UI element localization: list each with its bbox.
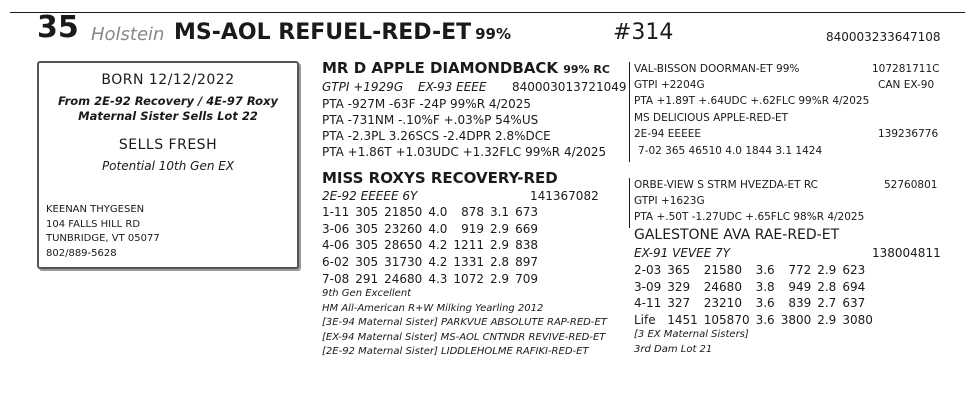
table-row [634,262,879,279]
consignor-address [46,203,160,261]
record-days: 291 [355,271,379,286]
record-days: 329 [667,279,691,294]
potential-gen: Potential 10th Gen EX [101,159,235,173]
sire-classification: EX-93 EEEE [418,80,487,94]
dam-dam-class: EX-91 VEVEE 7Y [634,246,731,260]
table-row [322,270,544,287]
sire-registration: 840003013721049 [512,80,627,94]
record-fat: 878 [461,205,484,220]
animal-name [174,20,511,45]
info-box [37,61,299,269]
record-age: 7-08 [322,271,350,286]
dam-note: HM All-American R+W Milking Yearling 2012 [322,302,544,314]
record-milk: 24680 [384,271,423,286]
record-age: 4-06 [322,238,350,253]
record-age: 6-02 [322,255,350,270]
record-fat: 3800 [780,313,812,328]
record-protein-pct: 3.1 [489,205,510,220]
record-fat: 839 [788,296,812,311]
record-fat-pct: 3.6 [755,313,775,328]
record-age: 3-09 [634,279,662,294]
record-age: 2-03 [634,263,662,278]
record-fat: 772 [788,263,812,278]
dam-dam-notes [634,328,749,357]
record-fat-pct: 3.6 [755,296,775,311]
record-protein: 637 [842,296,866,311]
top-rule [10,12,965,13]
record-fat: 1331 [453,255,484,270]
record-protein: 673 [515,205,538,220]
dam-note: [2E-92 Maternal Sister] LIDDLEHOLME RAFIKI-RED-ET [322,346,589,357]
record-protein-pct: 2.9 [489,221,510,236]
record-days: 1451 [667,313,698,328]
table-row [322,204,544,221]
sire-sire-gtpi: GTPI +2204G [634,79,705,91]
dam-notes [322,287,607,360]
born-date: BORN 12/12/2022 [101,72,235,88]
animal-name-text: MS-AOL REFUEL-RED-ET [174,20,472,45]
record-protein: 838 [515,238,538,253]
record-days: 365 [667,263,691,278]
record-protein: 897 [515,255,538,270]
table-row [634,295,879,312]
dam-dam-reg: 138004811 [872,246,941,260]
consignor-street: 104 FALLS HILL RD [46,218,141,230]
record-age: 3-06 [322,221,350,236]
dam-dam-name: GALESTONE AVA RAE-RED-ET [634,227,840,243]
sire-sire-pta: PTA +1.89T +.64UDC +.62FLC 99%R 4/2025 [634,95,870,107]
breed: Holstein [91,24,165,45]
record-days: 305 [355,238,379,253]
record-fat-pct: 4.0 [428,221,448,236]
consignor-phone: 802/889-5628 [46,247,117,259]
record-fat: 919 [461,221,484,236]
record-protein: 709 [515,271,538,286]
record-protein-pct: 2.8 [489,255,510,270]
record-fat: 949 [788,279,812,294]
record-milk: 23260 [384,221,423,236]
record-age: 4-11 [634,296,662,311]
dam-sire-reg: 52760801 [884,179,938,191]
lot-number: 35 [37,10,79,45]
record-milk: 28650 [384,238,423,253]
sire-pta-line: PTA +1.86T +1.03UDC +1.32FLC 99%R 4/2025 [322,145,607,159]
record-fat-pct: 4.2 [428,255,448,270]
dam-dam-note: [3 EX Maternal Sisters] [634,329,749,340]
sire-dam-name: MS DELICIOUS APPLE-RED-ET [634,112,789,124]
table-row [634,279,879,296]
record-protein: 623 [842,263,866,278]
record-days: 305 [355,221,379,236]
record-protein-pct: 2.9 [817,263,837,278]
dam-class: 2E-92 EEEEE 6Y [322,189,418,203]
dam-divider [629,178,630,228]
dam-sire-pta: PTA +.50T -1.27UDC +.65FLC 98%R 4/2025 [634,211,865,223]
parentage: From 2E-92 Recovery / 4E-97 Roxy [58,94,278,108]
dam-sire-gtpi: GTPI +1623G [634,195,705,207]
record-days: 305 [355,255,379,270]
dam-note: [EX-94 Maternal Sister] MS-AOL CNTNDR REVIVE-RED-ET [322,331,606,343]
record-milk: 24680 [703,279,742,294]
record-milk: 21580 [703,263,742,278]
sire-name [322,59,610,77]
sire-divider [629,62,630,162]
dam-reg: 141367082 [530,189,599,203]
record-fat-pct: 4.0 [428,205,448,220]
record-protein: 669 [515,221,538,236]
dam-sire-name: ORBE-VIEW S STRM HVEZDA-ET RC [634,179,819,191]
sire-sire-reg: 107281711C [872,63,940,75]
record-protein: 3080 [842,313,873,328]
dam-dam-note: 3rd Dam Lot 21 [634,343,713,355]
consignor-name: KEENAN THYGESEN [46,204,145,215]
registration-number: 840003233647108 [826,30,941,44]
record-milk: 105870 [703,313,750,328]
record-age: Life [634,313,656,328]
sire-dam-record: 7-02 365 46510 4.0 1844 3.1 1424 [638,145,823,157]
record-days: 305 [355,205,379,220]
record-days: 327 [667,296,691,311]
dam-dam-records [634,262,879,328]
sire-gtpi: GTPI +1929G [322,80,404,94]
sire-sire-name: VAL-BISSON DOORMAN-ET 99% [634,63,800,75]
sire-suffix: 99% RC [563,63,610,76]
dam-note: 9th Gen Excellent [322,288,412,299]
table-row [322,237,544,254]
sire-sire-rank: CAN EX-90 [878,79,935,91]
record-protein-pct: 2.9 [817,313,837,328]
table-row [322,254,544,271]
maternal-sister-note: Maternal Sister Sells Lot 22 [78,109,258,123]
record-fat: 1211 [453,238,484,253]
dam-records [322,204,544,287]
record-fat-pct: 3.6 [755,263,775,278]
tag-number: #314 [613,20,674,45]
sells-status: SELLS FRESH [118,137,218,153]
sire-pta-line: PTA -2.3PL 3.26SCS -2.4DPR 2.8%DCE [322,129,551,143]
sire-pta-line: PTA -927M -63F -24P 99%R 4/2025 [322,97,532,111]
sire-pta-line: PTA -731NM -.10%F +.03%P 54%US [322,113,539,127]
sire-dam-reg: 139236776 [878,128,939,140]
animal-percent: 99% [475,25,512,43]
record-age: 1-11 [322,205,350,220]
record-protein-pct: 2.9 [489,238,510,253]
record-protein-pct: 2.8 [817,279,837,294]
record-milk: 23210 [703,296,742,311]
record-milk: 31730 [384,255,423,270]
consignor-city: TUNBRIDGE, VT 05077 [46,233,160,244]
dam-name: MISS ROXYS RECOVERY-RED [322,169,558,187]
sire-name-text: MR D APPLE DIAMONDBACK [322,59,558,77]
record-fat-pct: 4.2 [428,238,448,253]
record-fat: 1072 [453,271,484,286]
table-row [322,221,544,238]
record-protein: 694 [842,279,866,294]
record-protein-pct: 2.7 [817,296,837,311]
sire-dam-class: 2E-94 EEEEE [634,128,701,140]
record-milk: 21850 [384,205,423,220]
record-fat-pct: 4.3 [428,271,448,286]
table-row [634,312,879,329]
record-fat-pct: 3.8 [755,279,775,294]
dam-note: [3E-94 Maternal Sister] PARKVUE ABSOLUTE RAP-RED-ET [322,317,607,328]
record-protein-pct: 2.9 [489,271,510,286]
